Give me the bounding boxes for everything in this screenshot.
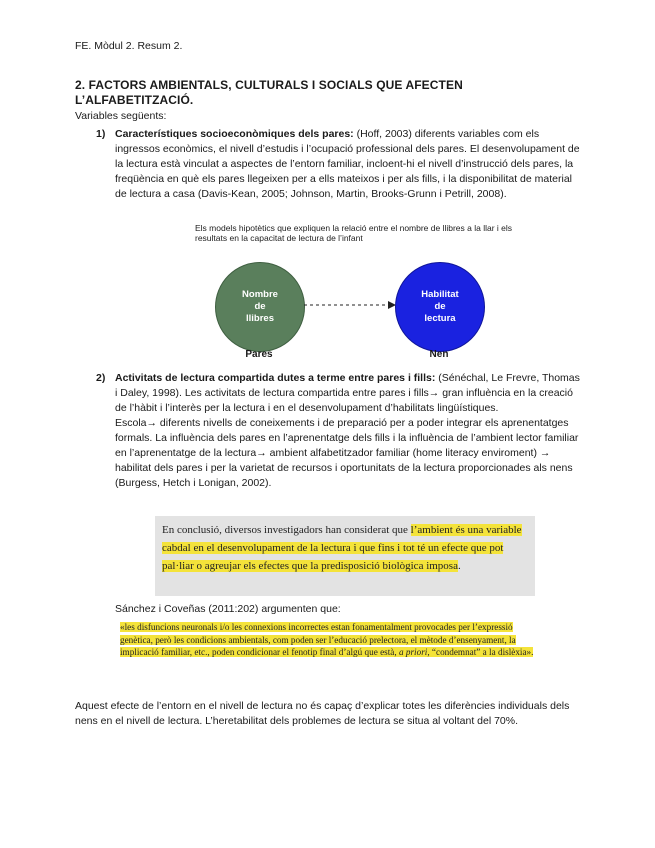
quote-plain: En conclusió, diversos investigadors han considerat que — [162, 524, 411, 536]
list-item-shared-reading — [96, 371, 581, 491]
list-item-socioeconomic — [96, 127, 581, 202]
item-text-school: Escola→ diferents nivells de coneixements i de preparació per a poder integrar els aprenentatges formals. La influència dels pares en l’aprenentatge dels fills i la influència de l’ambient lector familiar en l’aprenentatge de la lectura→ ambient alfabetitzador familiar (home literacy enviroment) → habilitat dels pares i per la varietat de recursos i oportunitats de la lectura proporcionades als nens (Burgess, Hetch i Lonigan, 2002). — [115, 417, 579, 489]
quote-dyslexia — [120, 621, 540, 659]
item-text: (Sénéchal, Le Frevre, Thomas i Daley, 1998). Les activitats de lectura compartida entre pares i fills→ gran influència en la creació de l’hàbit i l’interès per la lectura i en el desenvolupament d’habilitats lingüístiques. — [115, 372, 580, 414]
page-header: FE. Mòdul 2. Resum 2. — [75, 40, 183, 52]
label-parents: Pares — [245, 349, 273, 360]
list-item-body — [115, 127, 581, 202]
node-number-of-books: Nombre de llibres — [215, 262, 305, 352]
list-number: 1) — [96, 128, 106, 140]
quote-highlight-1: «les disfuncions neuronals i/o les connexions incorrectes estan fonamentalment provocades per l’expressió genètica, però les condicions ambientals, com poden ser l’educació prelectora, el mètode d’ensenyament, la implicació familiar, etc., poden condicionar el fenotip final d’algú que està, — [120, 622, 516, 657]
sanchez-intro: Sánchez i Coveñas (2011:202) argumenten que: — [115, 603, 341, 615]
quote-box-conclusion — [155, 516, 535, 596]
diagram-caption: Els models hipotètics que expliquen la relació entre el nombre de llibres a la llar i els resultats en la capacitat de lectura de l’infant — [195, 223, 513, 243]
list-number: 2) — [96, 372, 106, 384]
books-reading-diagram — [170, 224, 530, 364]
item-title: Característiques socioeconòmiques dels pares: — [115, 128, 354, 140]
dashed-arrow-icon — [304, 300, 396, 310]
list-item-body — [115, 371, 581, 491]
quote-text — [162, 521, 532, 575]
item-title: Activitats de lectura compartida dutes a terme entre pares i fills: — [115, 372, 436, 384]
quote-highlight-2: , “condemnat” a la dislèxia». — [427, 647, 534, 657]
quote-highlight: l’ambient és una variable cabdal en el desenvolupament de la lectura i que fins i tot té un efecte que pot pal·liar o agreujar els efectes que la predisposició biològica imposa — [162, 524, 522, 572]
final-paragraph: Aquest efecte de l’entorn en el nivell de lectura no és capaç d’explicar totes les diferències individuals dels nens en el nivell de lectura. L’heretabilitat dels problemes de lectura se situa al voltant del 70%. — [75, 700, 570, 727]
node-reading-ability: Habilitat de lectura — [395, 262, 485, 352]
quote-italic: a priori — [398, 647, 428, 657]
quote-end: . — [457, 560, 461, 572]
item-text: (Hoff, 2003) diferents variables com els ingressos econòmics, el nivell d’estudis i l’ocupació professional dels pares. El desenvolupament de la lectura està vinculat a aspectes de l’entorn familiar, incloent-hi el nivell d’instrucció dels pares, la freqüència en què els pares llegeixen per a ells mateixos i per als fills, i la disponibilitat de material de lectura a casa (Davis-Kean, 2005; Johnson, Martin, Brooks-Grunn i Petrill, 2008). — [115, 128, 580, 200]
section-title: 2. FACTORS AMBIENTALS, CULTURALS I SOCIALS QUE AFECTEN L’ALFABETITZACIÓ. — [75, 78, 463, 107]
label-child: Nen — [429, 349, 449, 360]
variables-label: Variables següents: — [75, 110, 167, 122]
